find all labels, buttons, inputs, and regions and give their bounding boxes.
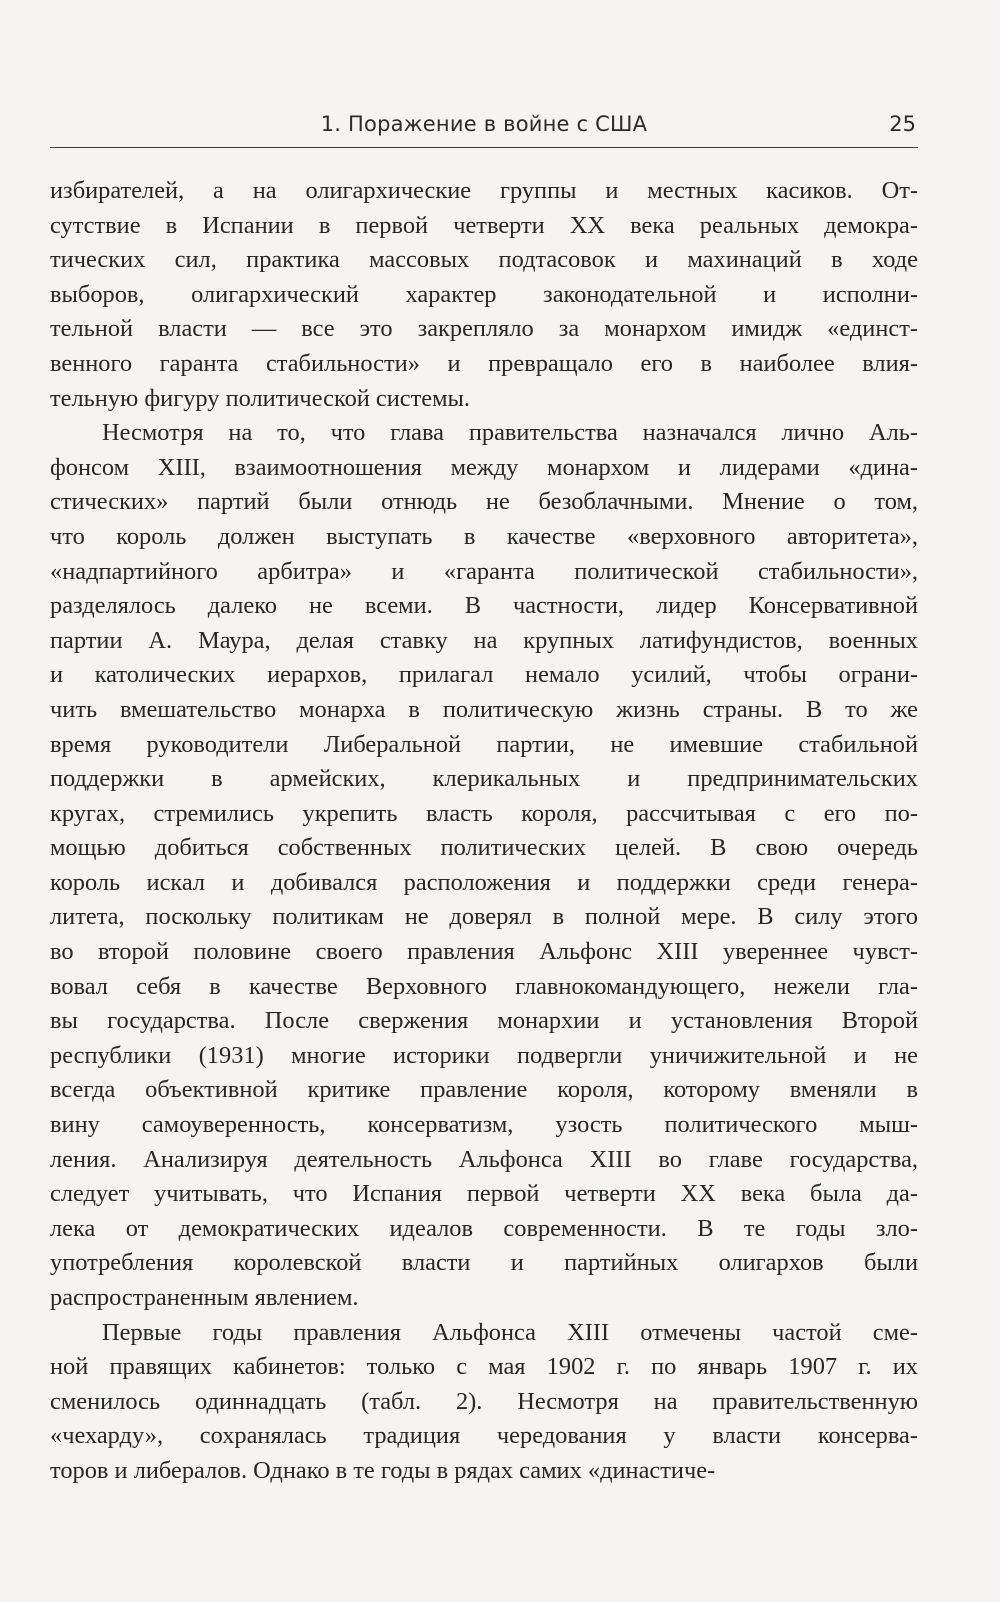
text-line: выборов, олигархический характер законодательной и исполни- xyxy=(50,280,918,308)
text-line: и католических иерархов, прилагал немало усилий, чтобы ограни- xyxy=(50,661,918,689)
text-line: лека от демократических идеалов современности. В те годы зло- xyxy=(50,1214,918,1242)
text-line: поддержки в армейских, клерикальных и предпринимательских xyxy=(50,765,918,793)
text-line: Несмотря на то, что глава правительства назначался лично Аль- xyxy=(102,419,918,447)
text-line: время руководители Либеральной партии, не имевшие стабильной xyxy=(50,730,918,758)
body-text xyxy=(50,174,918,1489)
page-header xyxy=(50,112,918,148)
text-line: разделялось далеко не всеми. В частности, лидер Консервативной xyxy=(50,592,918,620)
text-line: ной правящих кабинетов: только с мая 1902 г. по январь 1907 г. их xyxy=(50,1353,918,1381)
text-line: «чехарду», сохранялась традиция чередования у власти консерва- xyxy=(50,1422,918,1450)
text-line: кругах, стремились укрепить власть короля, рассчитывая с его по- xyxy=(50,799,918,827)
page-number: 25 xyxy=(889,112,916,136)
text-line: стических» партий были отнюдь не безоблачными. Мнение о том, xyxy=(50,488,918,516)
paragraph xyxy=(50,1316,918,1489)
text-line: чить вмешательство монарха в политическую жизнь страны. В то же xyxy=(50,695,918,723)
text-line: во второй половине своего правления Альфонс XIII увереннее чувст- xyxy=(50,938,918,966)
text-line: партии А. Маура, делая ставку на крупных латифундистов, военных xyxy=(50,626,918,654)
text-line: республики (1931) многие историки подвергли уничижительной и не xyxy=(50,1041,918,1069)
paragraph xyxy=(50,416,918,1315)
text-line: литета, поскольку политикам не доверял в полной мере. В силу этого xyxy=(50,903,918,931)
text-line: ления. Анализируя деятельность Альфонса XIII во главе государства, xyxy=(50,1145,918,1173)
text-line: распространенным явлением. xyxy=(50,1284,359,1311)
text-line: следует учитывать, что Испания первой четверти XX века была да- xyxy=(50,1180,918,1208)
header-rule xyxy=(50,147,918,148)
text-line: фонсом XIII, взаимоотношения между монархом и лидерами «дина- xyxy=(50,453,918,481)
text-line: мощью добиться собственных политических целей. В свою очередь xyxy=(50,834,918,862)
text-line: что король должен выступать в качестве «верховного авторитета», xyxy=(50,522,918,550)
paragraph xyxy=(50,174,918,416)
text-line: тельную фигуру политической системы. xyxy=(50,384,471,412)
text-line: тических сил, практика массовых подтасовок и махинаций в ходе xyxy=(50,246,918,274)
text-line: «надпартийного арбитра» и «гаранта политической стабильности», xyxy=(50,557,918,585)
text-line: сутствие в Испании в первой четверти XX века реальных демокра- xyxy=(50,211,918,239)
text-line: венного гаранта стабильности» и превращало его в наиболее влия- xyxy=(50,349,918,377)
text-line: тельной власти — все это закрепляло за монархом имидж «единст- xyxy=(50,315,918,343)
text-line: вину самоуверенность, консерватизм, узость политического мыш- xyxy=(50,1111,918,1139)
text-line: Первые годы правления Альфонса XIII отмечены частой сме- xyxy=(102,1318,918,1346)
text-line: вы государства. После свержения монархии и установления Второй xyxy=(50,1007,918,1035)
text-line: сменилось одиннадцать (табл. 2). Несмотря на правительственную xyxy=(50,1387,918,1415)
text-line: вовал себя в качестве Верховного главнокомандующего, нежели гла- xyxy=(50,972,918,1000)
running-title: 1. Поражение в войне с США xyxy=(320,112,648,136)
text-line: король искал и добивался расположения и поддержки среди генера- xyxy=(50,868,918,896)
text-line: избирателей, а на олигархические группы и местных касиков. От- xyxy=(50,177,918,204)
text-line: употребления королевской власти и партийных олигархов были xyxy=(50,1249,918,1277)
text-line: торов и либералов. Однако в те годы в рядах самих «династиче- xyxy=(50,1456,716,1484)
text-line: всегда объективной критике правление короля, которому вменяли в xyxy=(50,1076,918,1104)
